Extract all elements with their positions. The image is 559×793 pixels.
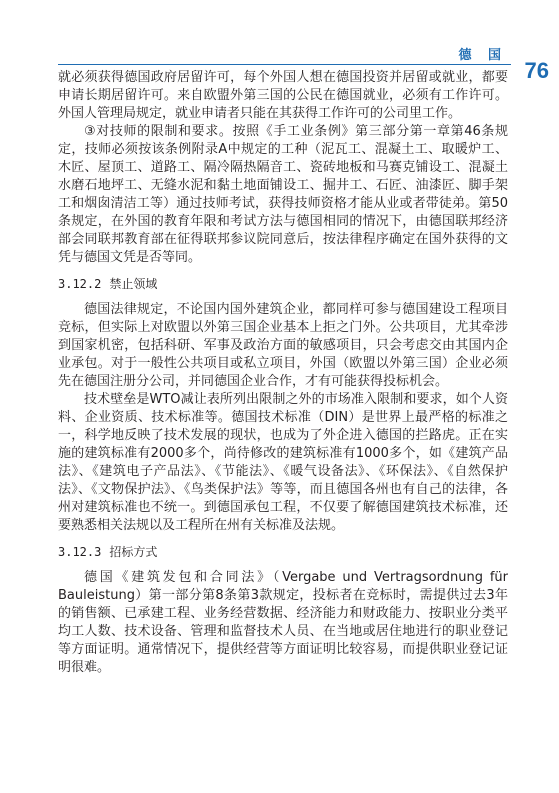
section-heading (58, 543, 508, 561)
paragraph: 就必须获得德国政府居留许可，每个外国人想在德国投资并居留或就业，都要申请长期居留许可。来自欧盟外第三国的公民在德国就业，必须有工作许可。外国人管理局规定，就业申请者只能在其获得工作许可的公司里工作。 (58, 70, 508, 121)
page-body (58, 69, 508, 677)
chapter-header: 德 国 (458, 48, 507, 63)
section-title: 招标方式 (109, 545, 158, 559)
section-number: 3.12.2 (58, 277, 102, 291)
paragraph: 德国法律规定，不论国内国外建筑企业，都同样可参与德国建设工程项目竞标，但实际上对欧盟以外第三国企业基本上拒之门外。公共项目，尤其牵涉到国家机密，包括科研、军事及政治方面的敏感项目，只会考虑交由其国内企业承包。对于一般性公共项目或私立项目，外国（欧盟以外第三国）企业必须先在德国注册分公司，并同德国企业合作，才有可能获得投标机会。 (58, 302, 508, 389)
paragraph: 技术壁垒是WTO减让表所列出限制之外的市场准入限制和要求，如个人资料、企业资质、技术标准等。德国技术标准（DIN）是世界上最严格的标准之一，科学地反映了技术发展的现状，也成为了外企进入德国的拦路虎。正在实施的建筑标准有2000多个，尚待修改的建筑标准有1000多个，如《建筑产品法》、《建筑电子产品法》、《节能法》、《暖气设备法》、《环保法》、《自然保护法》、《文物保护法》、《鸟类保护法》等等，而且德国各州也有自己的法律，各州对建筑标准也不统一。到德国承包工程，不仅要了解德国建筑技术标准，还要熟悉相关法规以及工程所在州有关标准及法规。 (58, 392, 508, 533)
paragraph: 德国《建筑发包和合同法》（Vergabe und Vertragsordnung für Bauleistung）第一部分第8条第3款规定，投标者在竞标时，需提供过去3年的销售额、已承建工程、业务经营数据、经济能力和财政能力、按职业分类平均工人数、技术设备、管理和监督技术人员、在当地或居住地进行的职业登记等方面证明。通常情况下，提供经营等方面证明比较容易，而提供职业登记证明很难。 (58, 570, 508, 675)
paragraph: ③对技师的限制和要求。按照《手工业条例》第三部分第一章第46条规定，技师必须按该条例附录A中规定的工种（泥瓦工、混凝土工、取暖炉工、木匠、屋顶工、道路工、隔冷隔热隔音工、瓷砖地板和马赛克铺设工、混凝土水磨石地坪工、无缝水泥和黏土地面铺设工、掘井工、石匠、油漆匠、脚手架工和烟囱清洁工等）通过技师考试，获得技师资格才能从业或者带徒弟。第50条规定，在外国的教育年限和考试方法与德国相同的情况下，由德国联邦经济部会同联邦教育部在征得联邦参议院同意后，按法律程序确定在国外获得的文凭与德国文凭是否等同。 (58, 124, 508, 265)
page-number: 76 (524, 58, 549, 83)
section-heading (58, 275, 508, 293)
section-number: 3.12.3 (58, 545, 102, 559)
header-rule (58, 64, 511, 65)
section-title: 禁止领域 (109, 277, 158, 291)
